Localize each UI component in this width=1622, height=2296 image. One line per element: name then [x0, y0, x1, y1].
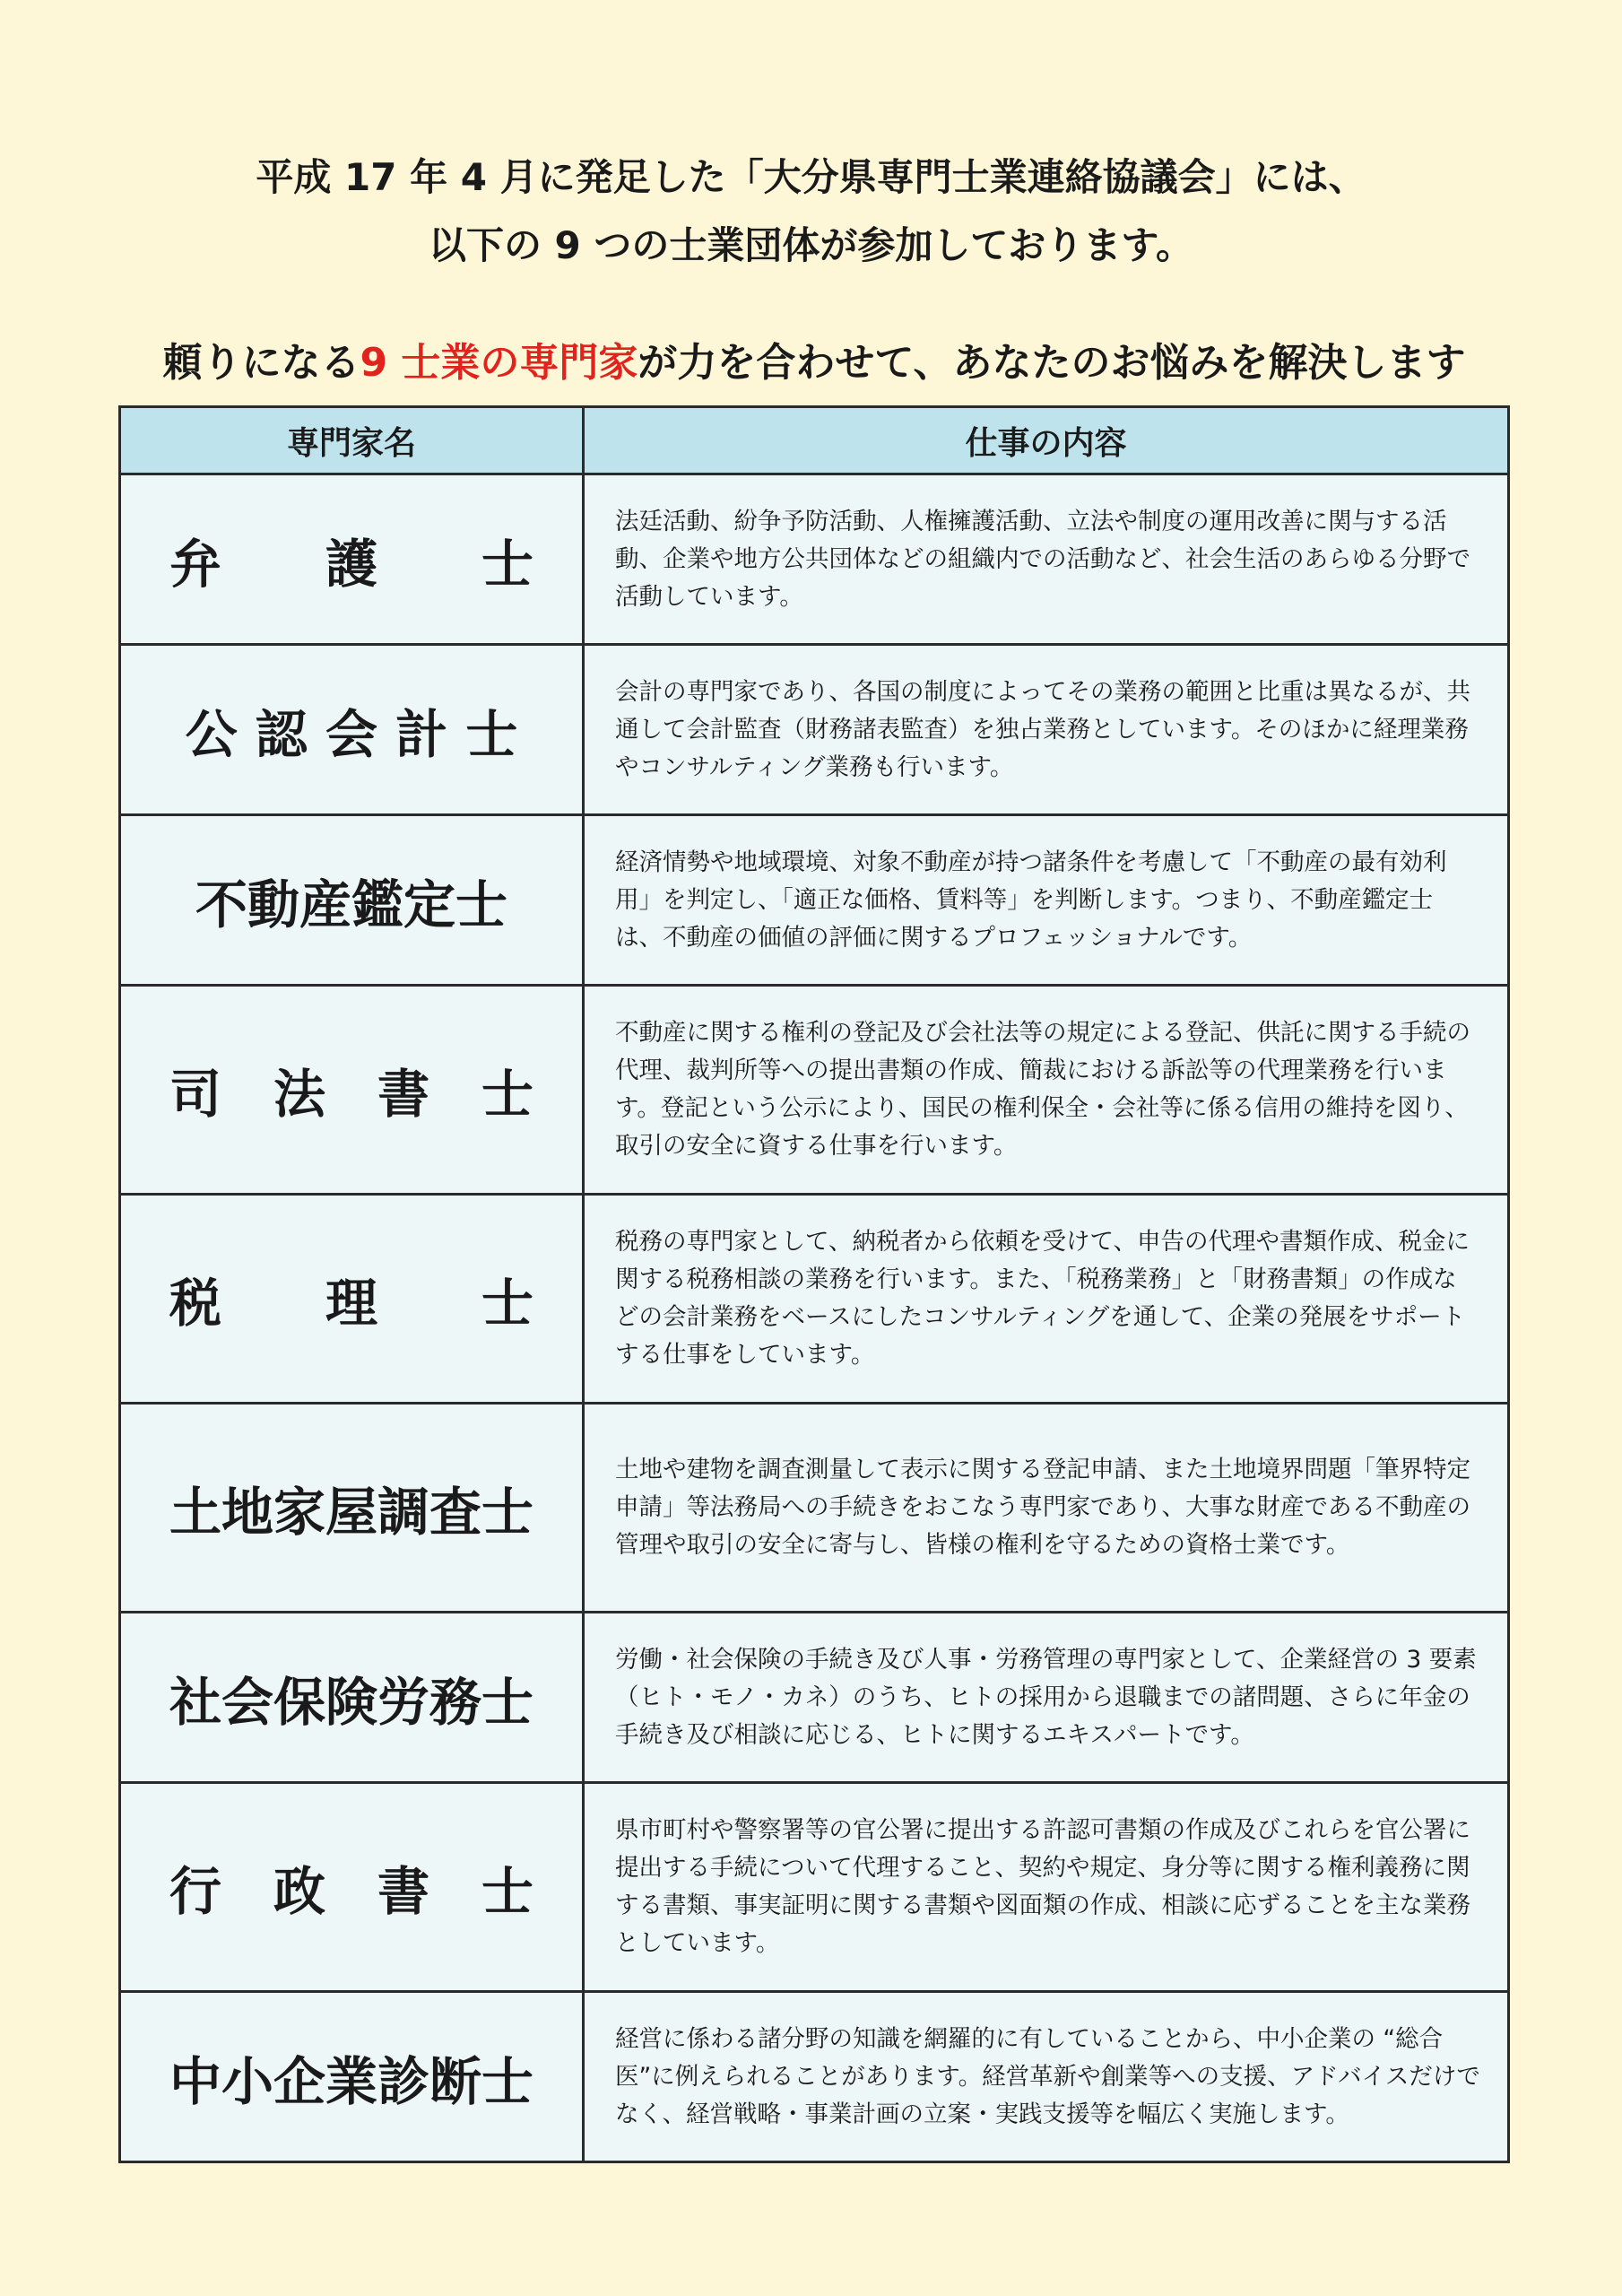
- professions-table: [118, 405, 1510, 2163]
- profession-name: 社会保険労務士: [169, 1671, 533, 1733]
- table-row: [120, 1195, 1509, 1404]
- headline: [118, 332, 1510, 395]
- table-row: [120, 1992, 1509, 2162]
- profession-name: 不動産鑑定士: [195, 874, 507, 935]
- intro-text: [0, 144, 1622, 280]
- profession-name: 土地家屋調査士: [169, 1482, 533, 1543]
- profession-desc: 県市町村や警察署等の官公署に提出する許認可書類の作成及びこれらを官公署に提出する手続について代理すること、契約や規定、身分等に関する権利義務に関する書類、事実証明に関する書類や図面類の作成、相談に応ずることを主な業務としています。: [584, 1783, 1509, 1992]
- profession-desc: 会計の専門家であり、各国の制度によってその業務の範囲と比重は異なるが、共通して会計監査（財務諸表監査）を独占業務としています。そのほかに経理業務やコンサルティング業務も行います。: [584, 645, 1509, 815]
- headline-highlight: 9 士業の専門家: [360, 340, 638, 386]
- profession-desc: 税務の専門家として、納税者から依頼を受けて、申告の代理や書類作成、税金に関する税務相談の業務を行います。また、「税務業務」と「財務書類」の作成などの会計業務をベースにしたコンサルティングを通して、企業の発展をサポートする仕事をしています。: [584, 1195, 1509, 1404]
- profession-name: 税 理 士: [169, 1273, 533, 1334]
- table-header-row: [120, 407, 1509, 474]
- profession-desc: 法廷活動、紛争予防活動、人権擁護活動、立法や制度の運用改善に関与する活動、企業や地方公共団体などの組織内での活動など、社会生活のあらゆる分野で活動しています。: [584, 474, 1509, 645]
- profession-name: 行 政 書 士: [169, 1861, 533, 1922]
- profession-desc: 経営に係わる諸分野の知識を網羅的に有していることから、中小企業の “総合医”に例えられることがあります。経営革新や創業等への支援、アドバイスだけでなく、経営戦略・事業計画の立案・実践支援等を幅広く実施します。: [584, 1992, 1509, 2162]
- table-row: [120, 645, 1509, 815]
- table-row: [120, 1404, 1509, 1613]
- profession-name: 司 法 書 士: [169, 1064, 533, 1125]
- profession-name: 中小企業診断士: [169, 2050, 533, 2112]
- table-row: [120, 815, 1509, 986]
- intro-line-2: 以下の 9 つの士業団体が参加しております。: [428, 223, 1194, 267]
- table-row: [120, 1783, 1509, 1992]
- profession-name: 弁 護 士: [169, 533, 533, 595]
- profession-name: 公 認 会 計 士: [185, 703, 518, 765]
- header-name: 専門家名: [120, 407, 584, 474]
- table-row: [120, 1613, 1509, 1783]
- profession-desc: 経済情勢や地域環境、対象不動産が持つ諸条件を考慮して「不動産の最有効利用」を判定し、「適正な価格、賃料等」を判断します。つまり、不動産鑑定士は、不動産の価値の評価に関するプロフェッショナルです。: [584, 815, 1509, 986]
- profession-desc: 不動産に関する権利の登記及び会社法等の規定による登記、供託に関する手続の代理、裁判所等への提出書類の作成、簡裁における訴訟等の代理業務を行います。登記という公示により、国民の権利保全・会社等に係る信用の維持を図り、取引の安全に資する仕事を行います。: [584, 986, 1509, 1195]
- header-content: 仕事の内容: [584, 407, 1509, 474]
- headline-after: が力を合わせて、あなたのお悩みを解決します: [638, 340, 1466, 386]
- table-row: [120, 474, 1509, 645]
- intro-line-1: 平成 17 年 4 月に発足した「大分県専門士業連絡協議会」には、: [256, 155, 1366, 199]
- profession-desc: 労働・社会保険の手続き及び人事・労務管理の専門家として、企業経営の 3 要素（ヒト・モノ・カネ）のうち、ヒトの採用から退職までの諸問題、さらに年金の手続き及び相談に応じる、ヒトに関するエキスパートです。: [584, 1613, 1509, 1783]
- table-row: [120, 986, 1509, 1195]
- headline-before: 頼りになる: [162, 340, 360, 386]
- profession-desc: 土地や建物を調査測量して表示に関する登記申請、また土地境界問題「筆界特定申請」等法務局への手続きをおこなう専門家であり、大事な財産である不動産の管理や取引の安全に寄与し、皆様の権利を守るための資格士業です。: [584, 1404, 1509, 1613]
